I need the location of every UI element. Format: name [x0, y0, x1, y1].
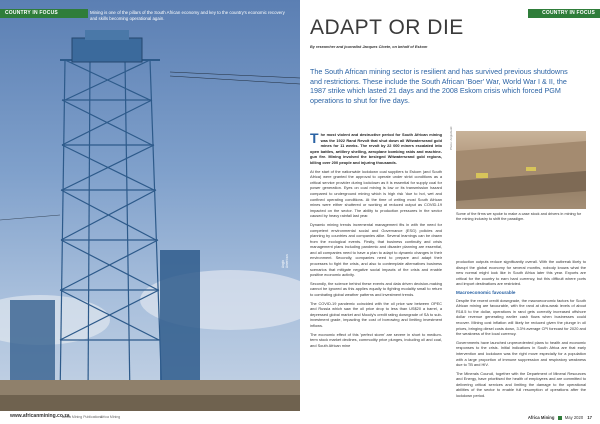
- section-subhead: Macroeconomic favourable: [456, 289, 516, 295]
- section-tag-right: COUNTRY IN FOCUS: [528, 9, 600, 18]
- body-paragraph: At the start of the nationwide lockdown coal suppliers to Eskom (and South Africa) were granted the approval to operate under strict conditions as a critical service provider during lockdown as it is essential for supply coal for power generation. Eyes on coal mining is low or its transmission hazard compared to underground mining which is high risk 'due to hot, wet and confined operating conditions. At the time of writing most South African mines were either shuttered or working at reduced output as COVID-19 impacted on the sector. The ability to production pressures in the sector caused by heavy rainfall last year.: [310, 168, 442, 219]
- footer-website: www.africanmining.co.za: [10, 413, 70, 419]
- inset-photo: [456, 131, 586, 209]
- body-paragraph: Despite the recent credit downgrade, the macroeconomic factors for South African mining are favourable, with the rand at ultra-weak levels of about R18.5 to the dollar, operations in rand gets correctly increased offshore dollar revenue generating earlier cash flows when businesses could recover. Mining cost inflation will likely be reduced given the plunge in oil prices, bringing diesel costs down, 3.3% average CPI forecast for 2020 and the weakness of the local currency.: [456, 297, 586, 337]
- footer-issue: May 2020: [564, 415, 584, 420]
- footer-strip: [0, 411, 600, 424]
- footer-publication: Africa Mining: [527, 415, 555, 420]
- right-page: [300, 0, 600, 424]
- body-paragraph: The economic effect of this 'perfect storm' are severe in short to medium-term stock market declines, commodity price plunges, including oil and coal, and South African mine: [310, 331, 442, 348]
- body-paragraph: Governments have launched unprecedented plans to health and economic responses to the crisis. Initial indications in South Africa are that early intervention and lockdown was the right move especially for a population with a large proportion of immune suppression and respiratory weakness due to TB and HIV.: [456, 339, 586, 368]
- inset-caption: Some of the firms we spoke to make a case stock and drivers in mining for the mining industry to shift the paradigm.: [456, 212, 582, 221]
- body-column-1: [310, 132, 442, 351]
- body-paragraph: Dynamic mining trends incremental management fits in with the need for competent environmental social and Governance (ESG) policies and planning by countries and companies alike. Several learnings can be drawn from the ecological events. Firstly, that business continuity and crisis management plans including pandemic and disaster planning are essential, and all companies need to have a plan to adapt to dynamic changes in their environment. Secondly, companies need to prepare and adapt their processes to fight the crisis, and also to contemplate alternatives business scenarios that mitigate negative social impacts of the crisis and enable positive economic activity.: [310, 221, 442, 278]
- body-paragraph: The Minerals Council, together with the Department of Mineral Resources and Energy, have prioritised the health of employees and are committed to delivering critical services and limiting the damage to the operational abilities of the sector to enable full resumption of operations after the lockdown period.: [456, 370, 586, 399]
- photo-caption: Mining is one of the pillars of the South African economy and key to the country's economic recovery and skills becoming operational again.: [90, 10, 285, 21]
- body-paragraph: The COVID-19 pandemic coincided with the oil price war between OPEC and Russia which saw the oil price drop to less than US$20 a barrel, a depressed global market and Moody's credit rating downgrade of SA to sub-investment grade, impacting the cost of borrowing and limiting investment inflows.: [310, 300, 442, 328]
- footer-badge-2: Africa Mining: [100, 415, 121, 419]
- article-title: ADAPT OR DIE: [310, 16, 464, 39]
- section-tag-left: COUNTRY IN FOCUS: [0, 9, 88, 18]
- quarry-image: [456, 131, 586, 209]
- inset-credit: Photo: AngloGold: [449, 126, 453, 150]
- footer-right: [528, 415, 592, 420]
- body-paragraph: production outputs reduce significantly overall. With the outbreak likely to disrupt the global economy for several months, nobody knows what the new normal might look like in South Africa later this year. Exports are critical for the country to earn hard currency, but this difficult where ports and import destinations are restricted.: [456, 259, 586, 287]
- drop-cap: T: [310, 130, 319, 146]
- lead-paragraph: The most violent and destructive period for South African mining was the 1922 Rand Revolt that shut down all Witwatersrand gold mines for 11 weeks. The revolt by 22 000 miners escalated into open battles, artillery shelling, aeroplane bombing raids and machine-gun fire. Mining involved the besieged Witwatersrand gold regions, killing over 200 people and injuring thousands.: [310, 130, 442, 165]
- footer-badge-1: Africa Mining Publications: [62, 415, 103, 419]
- article-standfirst: The South African mining sector is resilient and has survived previous shutdowns and restrictions. These include the South African 'Boer' War, World War I & II, the 1987 strike which lasted 21 days and the 2008 Eskom crisis which forced PGM operations to shut for five days.: [310, 67, 568, 105]
- footer-divider: [558, 416, 562, 420]
- body-column-2: [456, 259, 586, 402]
- page-number: 17: [587, 415, 592, 420]
- article-byline: By researcher and journalist Jacques Cloete, on behalf of Eskom: [310, 45, 428, 49]
- body-paragraph: Secondly, the science behind these events and data driven decision-making cannot be ignored as this applies equally to fighting modality small to return to combating global weather patterns and investment trends.: [310, 280, 442, 298]
- photo-credit: Anglo American: [281, 254, 289, 268]
